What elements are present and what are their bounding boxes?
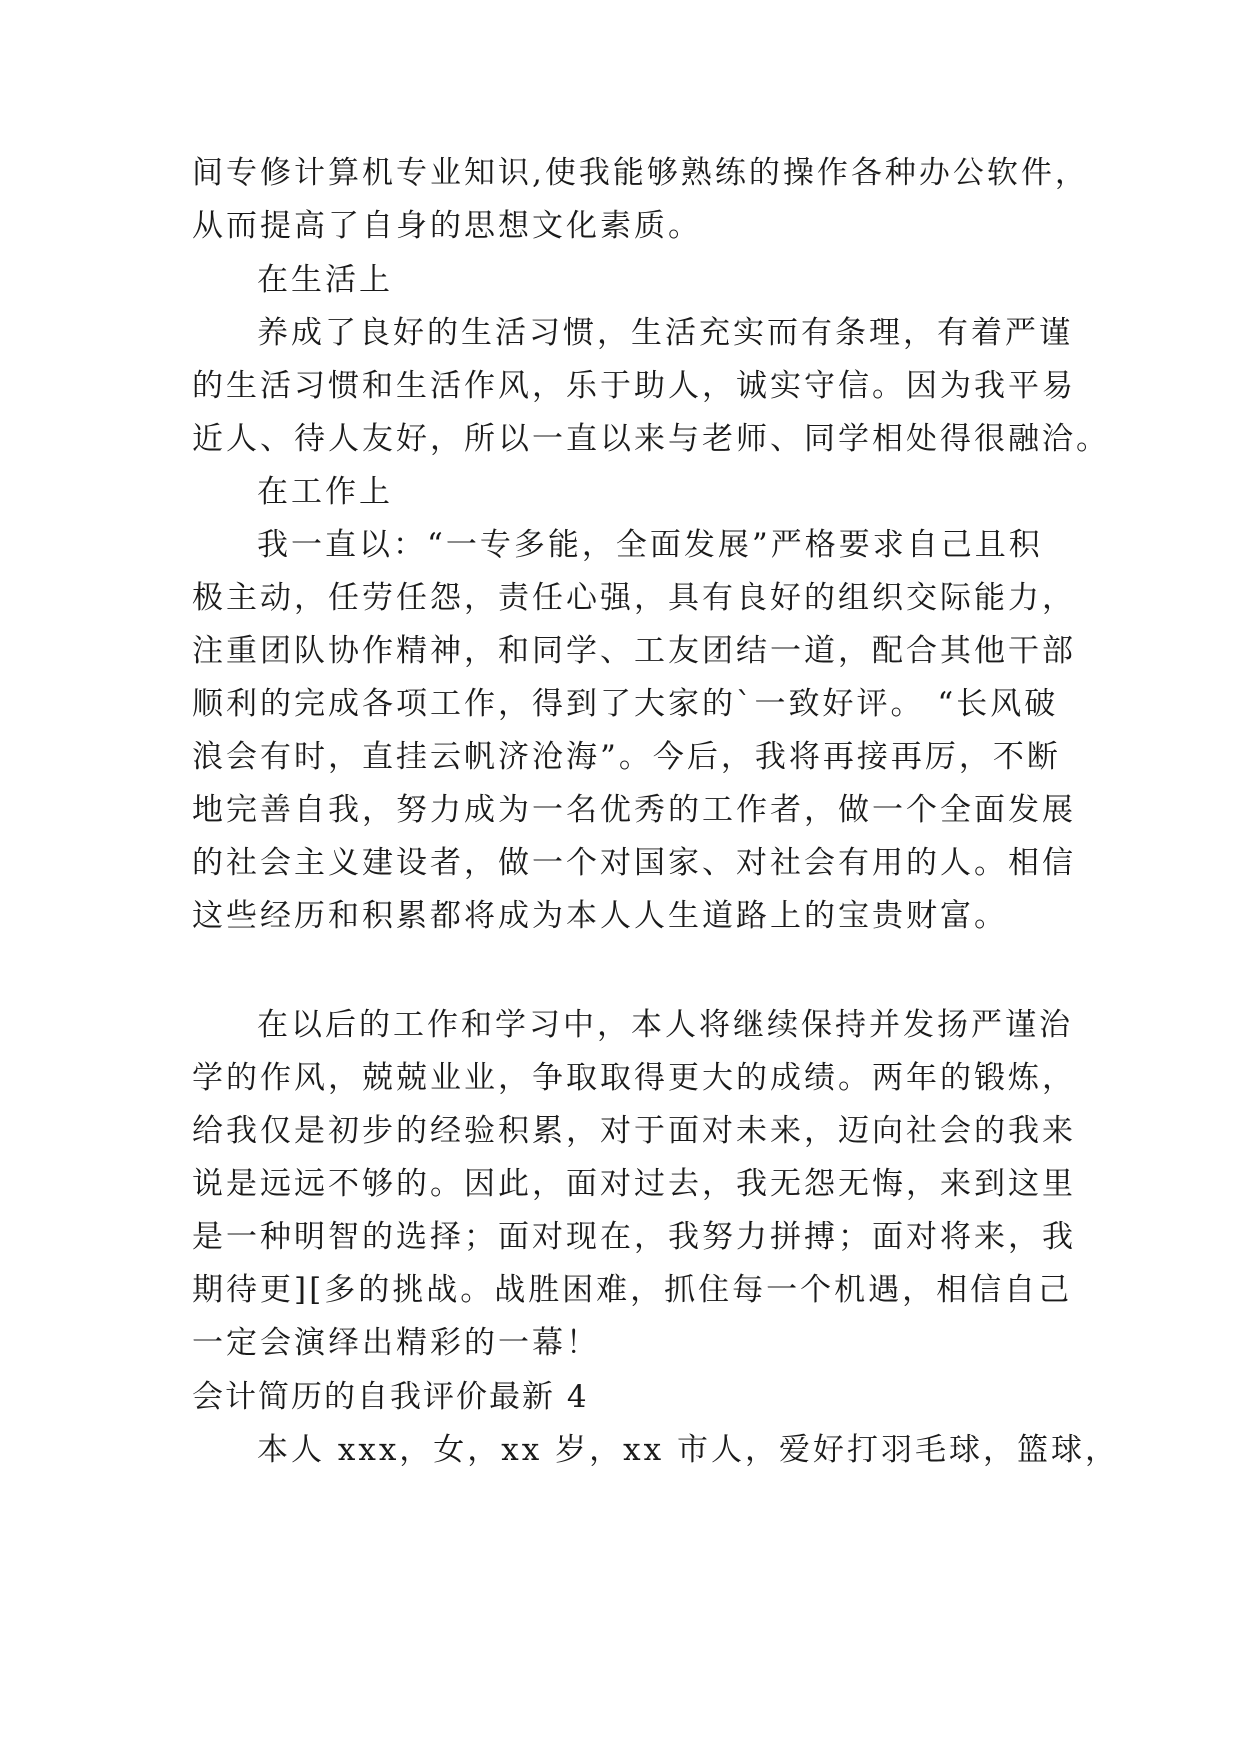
section-heading: 会计简历的自我评价最新 4	[192, 1379, 589, 1415]
paragraph-line: 注重团队协作精神，和同学、工友团结一道，配合其他干部	[192, 633, 1076, 669]
paragraph-line: 在以后的工作和学习中，本人将继续保持并发扬严谨治	[257, 1007, 1073, 1043]
paragraph-line: 从而提高了自身的思想文化素质。	[192, 208, 702, 244]
paragraph-line: 间专修计算机专业知识,使我能够熟练的操作各种办公软件，	[192, 155, 1089, 191]
paragraph-line: 给我仅是初步的经验积累，对于面对未来，迈向社会的我来	[192, 1113, 1076, 1149]
paragraph-line: 的社会主义建设者，做一个对国家、对社会有用的人。相信	[192, 845, 1076, 881]
paragraph-line: 养成了良好的生活习惯，生活充实而有条理，有着严谨	[257, 315, 1073, 351]
paragraph-line: 学的作风，兢兢业业，争取取得更大的成绩。两年的锻炼，	[192, 1060, 1076, 1096]
paragraph-line: 我一直以：“一专多能，全面发展”严格要求自己且积	[257, 527, 1043, 563]
paragraph-line: 顺利的完成各项工作，得到了大家的`一致好评。 “长风破	[192, 686, 1059, 722]
section-label-work: 在工作上	[257, 474, 393, 510]
paragraph-line: 这些经历和积累都将成为本人人生道路上的宝贵财富。	[192, 898, 1008, 934]
paragraph-line: 是一种明智的选择；面对现在，我努力拼搏；面对将来，我	[192, 1219, 1076, 1255]
section-label-life: 在生活上	[257, 262, 393, 298]
paragraph-line: 近人、待人友好，所以一直以来与老师、同学相处得很融洽。	[192, 421, 1110, 457]
paragraph-line: 浪会有时，直挂云帆济沧海”。今后，我将再接再厉，不断	[192, 739, 1061, 775]
paragraph-line: 说是远远不够的。因此，面对过去，我无怨无悔，来到这里	[192, 1166, 1076, 1202]
paragraph-line: 的生活习惯和生活作风，乐于助人，诚实守信。因为我平易	[192, 368, 1076, 404]
paragraph-line: 一定会演绎出精彩的一幕！	[192, 1325, 600, 1361]
paragraph-line: 本人 xxx，女，xx 岁，xx 市人，爱好打羽毛球，篮球，	[257, 1432, 1119, 1468]
paragraph-line: 期待更][多的挑战。战胜困难，抓住每一个机遇，相信自己	[192, 1272, 1073, 1308]
paragraph-line: 极主动，任劳任怨，责任心强，具有良好的组织交际能力，	[192, 580, 1076, 616]
paragraph-line: 地完善自我，努力成为一名优秀的工作者，做一个全面发展	[192, 792, 1076, 828]
